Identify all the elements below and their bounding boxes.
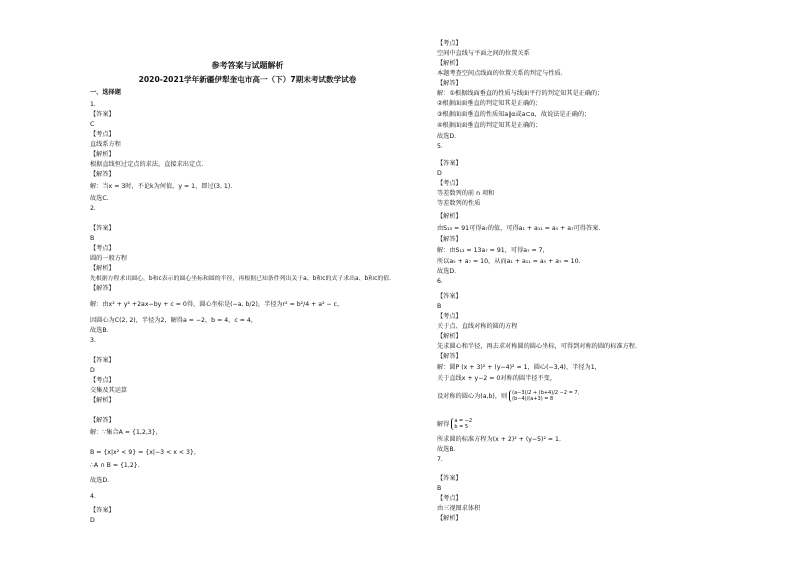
question-number: 1. [90,101,96,108]
analysis-text: 本题考查空间点线面的位置关系的判定与性质. [437,70,563,77]
point-tag: 【考点】 [437,180,462,187]
solution-text: ∴A ∩ B = {1,2}. [90,462,140,469]
answer-value: D [90,367,95,374]
answer-value: D [90,517,95,524]
point-text: 交集及其运算 [90,387,128,394]
analysis-tag: 【解析】 [437,213,462,220]
equation-system [509,390,582,402]
choice-text: 故选C. [90,195,109,202]
point-tag: 【考点】 [437,495,462,502]
solution-text: ③根据面面垂直的性质知a∥α或a⊂α，故说法是正确的； [437,111,591,118]
solution-text: ②根据面面垂直的判定知其是正确的； [437,100,542,107]
equation-system [451,418,472,430]
question-number: 4. [90,493,96,500]
question-number: 5. [437,143,443,150]
solution-text: 解：①根据线面垂直的性质与线面平行的判定知其是正确的； [437,90,604,97]
analysis-tag: 【解析】 [90,151,115,158]
point-text: 等差数列的前 n 项和 [437,190,495,197]
analysis-text: 由S₁₃ = 91可得a₇的值，可得a₁ + a₁₁ = a₅ + a₇可得答案. [437,225,601,232]
point-text: 等差数列的性质 [437,200,481,207]
section-heading: 一、选择题 [90,89,121,96]
point-tag: 【考点】 [90,245,115,252]
point-text: 关于点、直线对称的圆的方程 [437,323,518,330]
question-number: 6. [437,278,443,285]
answer-value: B [90,235,95,242]
solution-tag: 【解答】 [90,417,115,424]
analysis-tag: 【解析】 [437,60,462,67]
answer-tag: 【答案】 [90,111,115,118]
point-tag: 【考点】 [90,377,115,384]
solution-text: 所求圆的标准方程为(x + 2)² + (y−5)² = 1. [437,436,561,443]
choice-text: 故选D. [437,268,457,275]
solution-text [437,418,472,430]
system-intro: 设对称的圆心为(a,b)，则 [437,393,508,400]
equation-line: (a−3)/2 + (b+4)/2 −2 = 7， [512,390,583,396]
analysis-tag: 【解析】 [90,397,115,404]
solution-tag: 【解答】 [437,80,462,87]
equation-line: b = 5 [454,424,469,430]
solution-text: 因圆心为C(2, 2)，半径为2，解得a = −2，b = 4，c = 4， [90,317,257,324]
solution-tag: 【解答】 [90,285,115,292]
question-number: 3. [90,337,96,344]
solution-text: 所以a₅ + a₇ = 10，从而a₁ + a₁₁ = a₅ + a₇ = 10. [437,258,581,265]
equation-line: (b−4)/(a+3) = 8 [512,396,554,402]
question-number: 7. [437,456,443,463]
point-text: 圆的一般方程 [90,255,128,262]
point-tag: 【考点】 [437,40,462,47]
solution-tag: 【解答】 [437,236,462,243]
solution-text: 解：由S₁₃ = 13a₇ = 91，可得a₇ = 7， [437,247,549,254]
analysis-tag: 【解析】 [437,515,462,522]
analysis-text: 先求圆心和半径，再去求对称圆的圆心坐标，可得到对称的圆的标准方程. [437,343,637,350]
question-number: 2. [90,205,96,212]
choice-text: 故选D. [437,133,457,140]
answer-tag: 【答案】 [90,225,115,232]
solution-text [437,390,583,402]
solve-intro: 解得 [437,421,450,428]
answer-tag: 【答案】 [90,507,115,514]
choice-text: 故选D. [90,477,110,484]
solution-text: 解：∵集合A = {1,2,3}， [90,429,162,436]
solution-text: 解：当x = 3时，不论k为何值，y = 1，即过(3, 1). [90,183,233,190]
solution-text: 解：由x² + y² +2ax−by + c = 0得，圆心坐标是(−a, b/2)，半径为r² = b²/4 + a² − c， [90,301,344,308]
choice-text: 故选B. [90,327,109,334]
answer-tag: 【答案】 [437,475,462,482]
answer-value: B [437,485,442,492]
exam-title: 2020-2021学年新疆伊犁奎屯市高一（下）7期末考试数学试卷 [138,75,357,84]
analysis-tag: 【解析】 [90,265,115,272]
answer-tag: 【答案】 [90,357,115,364]
point-text: 直线系方程 [90,141,121,148]
analysis-tag: 【解析】 [437,333,462,340]
analysis-text: 根据直线恒过定点的求法，直接求出定点. [90,161,204,168]
solution-text: 关于直线x + y−2 = 0对称的圆半径不变， [437,375,557,382]
answer-value: C [90,121,95,128]
solution-tag: 【解答】 [437,353,462,360]
analysis-text: 先根据方程求出圆心，b和c表示的圆心坐标和圆的半径，再根据已知条件列出关于a、b和c的式子求出a、b和c的值. [90,276,391,282]
point-text: 空间中直线与平面之间的位置关系 [437,50,530,57]
point-tag: 【考点】 [437,313,462,320]
solution-text: B = {x|x² < 9} = {x|−3 < x < 3}， [90,449,201,456]
choice-text: 故选B. [437,446,456,453]
answer-title: 参考答案与试题解析 [211,61,284,70]
answer-value: D [437,170,442,177]
answer-tag: 【答案】 [437,160,462,167]
solution-text: 解：圆P (x + 3)² + (y−4)² = 1，圆心(−3,4)，半径为1， [437,364,601,371]
point-text: 由三视图求体积 [437,505,481,512]
answer-tag: 【答案】 [437,293,462,300]
point-tag: 【考点】 [90,131,115,138]
solution-text: ④根据面面垂直的判定知其是正确的； [437,122,542,129]
solution-tag: 【解答】 [90,171,115,178]
answer-value: B [437,303,442,310]
equation-line: a = −2 [454,418,473,424]
